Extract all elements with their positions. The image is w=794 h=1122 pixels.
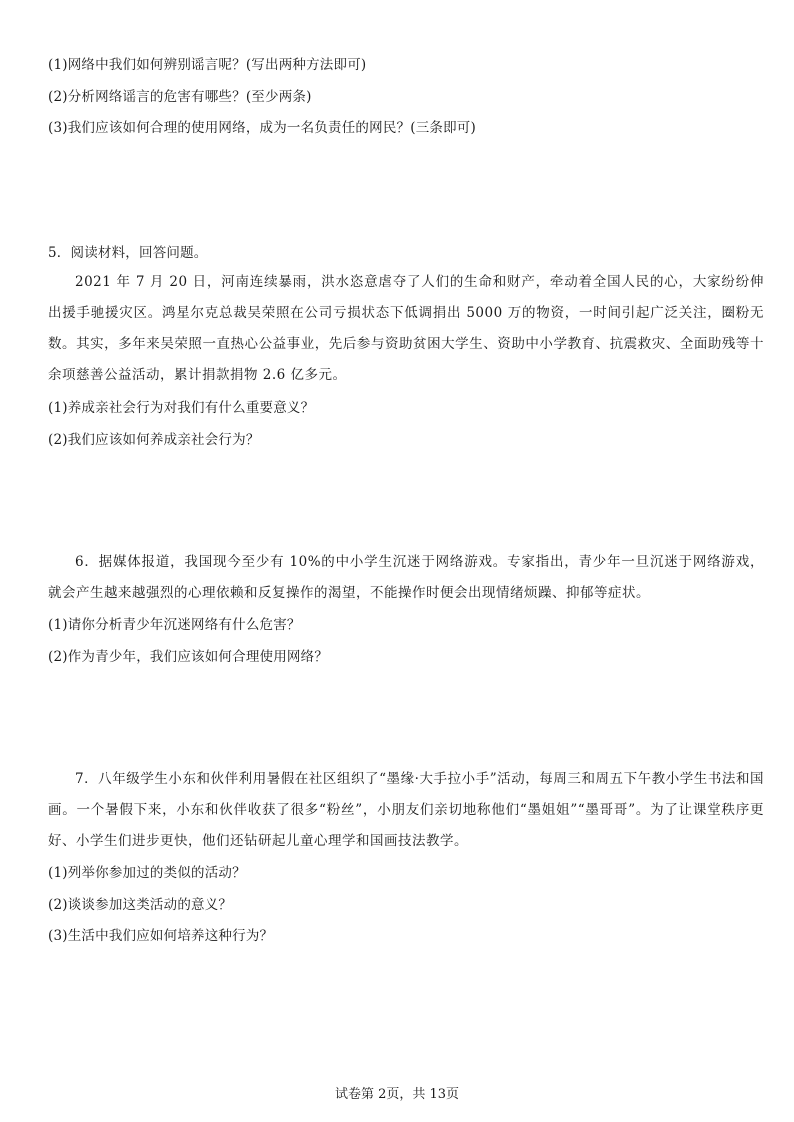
q4-sub1: (1)网络中我们如何辨别谣言呢？(写出两种方法即可) [48,57,367,73]
page-number: 试卷第 2页，共 13页 [334,1087,460,1102]
q5-material: 2021 年 7 月 20 日，河南连续暴雨，洪水恣意虐夺了人们的生命和财产，牵动着全国人民的心，大家纷纷伸出援手驰援灾区。鸿星尔克总裁吴荣照在公司亏损状态下低调捐出 5000 万的物资，一时间引起广泛关注，圈粉无数。其实，多年来吴荣照一直热心公益事业，先后参与资助贫困大学生、资助中小学教育、抗震救灾、全面助残等十余项慈善公益活动，累计捐款捐物 2.6 亿多元。 [48,274,764,383]
q7-sub1: (1)列举你参加过的类似的活动？ [48,865,246,881]
q7-sub3: (3)生活中我们应如何培养这种行为？ [48,928,274,944]
q5-sub2: (2)我们应该如何养成亲社会行为？ [48,432,260,448]
q7-material: 7．八年级学生小东和伙伴利用暑假在社区组织了“墨缘·大手拉小手”活动，每周三和周五下午教小学生书法和国画。一个暑假下来，小东和伙伴收获了很多“粉丝”，小朋友们亲切地称他们“墨姐姐”“墨哥哥”。为了让课堂秩序更好、小学生们进步更快，他们还钻研起儿童心理学和国画技法教学。 [48,771,764,849]
q6-material: 6．据媒体报道，我国现今至少有 10%的中小学生沉迷于网络游戏。专家指出，青少年一旦沉迷于网络游戏，就会产生越来越强烈的心理依赖和反复操作的渴望，不能操作时便会出现情绪烦躁、抑郁等症状。 [48,554,764,601]
q5-sub1: (1)养成亲社会行为对我们有什么重要意义？ [48,400,315,416]
q4-sub3: (3)我们应该如何合理的使用网络，成为一名负责任的网民？(三条即可) [48,120,476,136]
q7-sub2: (2)谈谈参加这类活动的意义？ [48,897,233,913]
q6-sub1: (1)请你分析青少年沉迷网络有什么危害？ [48,617,301,633]
q4-sub2: (2)分析网络谣言的危害有哪些？(至少两条) [48,89,312,105]
q5-stem: 5．阅读材料，回答问题。 [48,245,208,261]
q6-sub2: (2)作为青少年，我们应该如何合理使用网络？ [48,649,329,665]
